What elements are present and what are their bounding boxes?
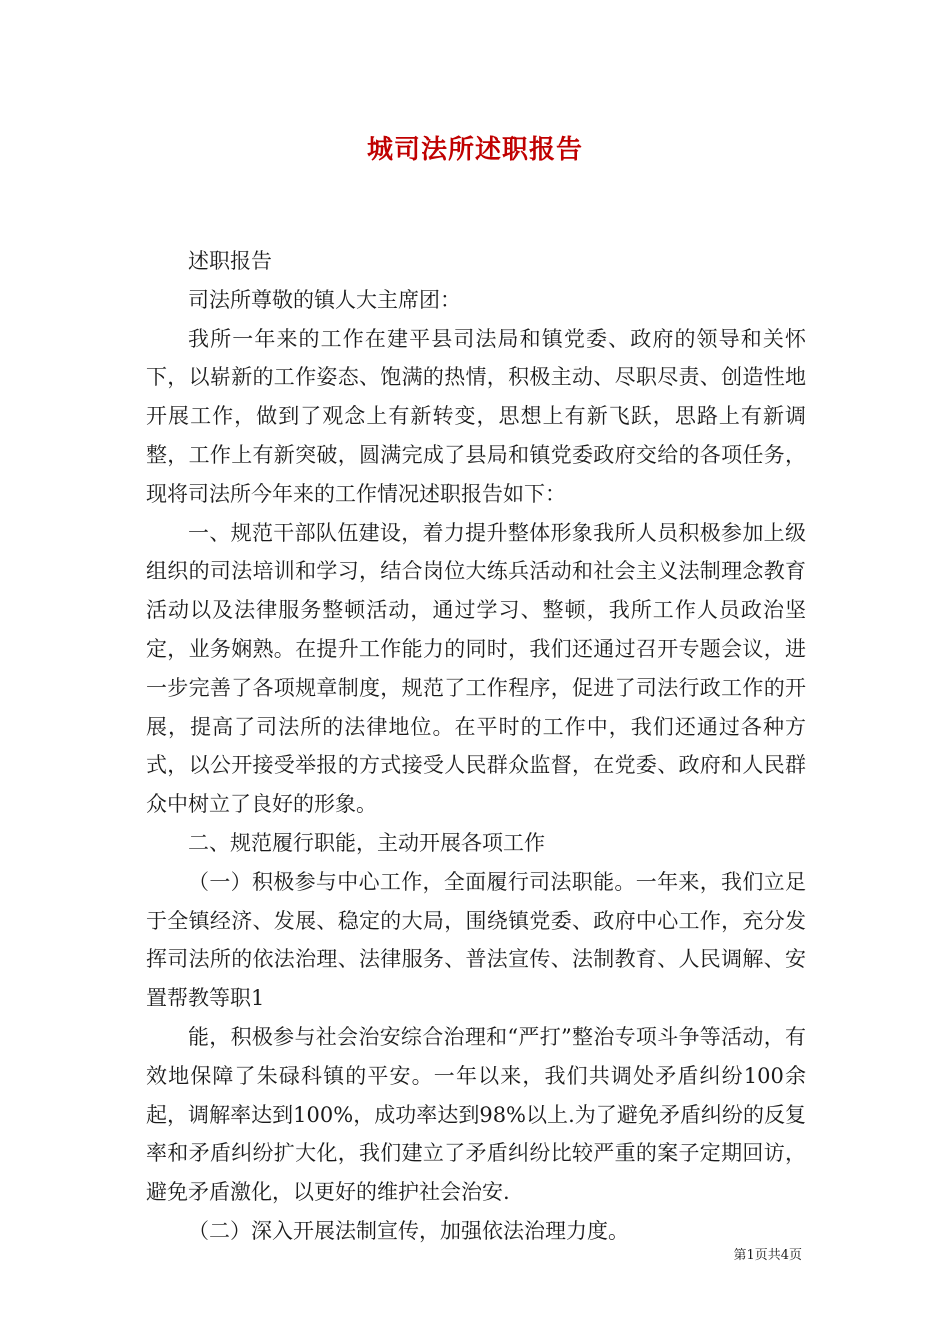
document-title: 城司法所述职报告 xyxy=(366,135,583,165)
document-body xyxy=(146,242,806,1251)
heading-line: 述职报告 xyxy=(188,249,272,273)
section-2-heading: 二、规范履行职能，主动开展各项工作 xyxy=(188,830,545,855)
paragraph-intro: 我所一年来的工作在建平县司法局和镇党委、政府的领导和关怀下，以崭新的工作姿态、饱满的热情，积极主动、尽职尽责、创造性地开展工作，做到了观念上有新转变，思想上有新飞跃，思路上有新调整，工作上有新突破，圆满完成了县局和镇党委政府交给的各项任务，现将司法所今年来的工作情况述职报告如下： xyxy=(146,326,806,506)
salutation: 司法所尊敬的镇人大主席团： xyxy=(188,287,461,312)
paragraph-subsection-1: （一）积极参与中心工作，全面履行司法职能。一年来，我们立足于全镇经济、发展、稳定的大局，围绕镇党委、政府中心工作，充分发挥司法所的依法治理、法律服务、普法宣传、法制教育、人民调解、安置帮教等职1 xyxy=(146,869,806,1011)
paragraph-section-1: 一、规范干部队伍建设，着力提升整体形象我所人员积极参加上级组织的司法培训和学习，结合岗位大练兵活动和社会主义法制理念教育活动以及法律服务整顿活动，通过学习、整顿，我所工作人员政治坚定，业务娴熟。在提升工作能力的同时，我们还通过召开专题会议，进一步完善了各项规章制度，规范了工作程序，促进了司法行政工作的开展，提高了司法所的法律地位。在平时的工作中，我们还通过各种方式，以公开接受举报的方式接受人民群众监督，在党委、政府和人民群众中树立了良好的形象。 xyxy=(146,520,806,817)
page-number: 第1页共4页 xyxy=(733,1248,802,1263)
paragraph-subsection-2: （二）深入开展法制宣传，加强依法治理力度。 xyxy=(188,1218,629,1243)
paragraph-subsection-1-cont: 能，积极参与社会治安综合治理和“严打”整治专项斗争等活动，有效地保障了朱碌科镇的平安。一年以来，我们共调处矛盾纠纷100余起，调解率达到100%，成功率达到98%以上.为了避免矛盾纠纷的反复率和矛盾纠纷扩大化，我们建立了矛盾纠纷比较严重的案子定期回访，避免矛盾激化，以更好的维护社会治安. xyxy=(146,1024,806,1205)
